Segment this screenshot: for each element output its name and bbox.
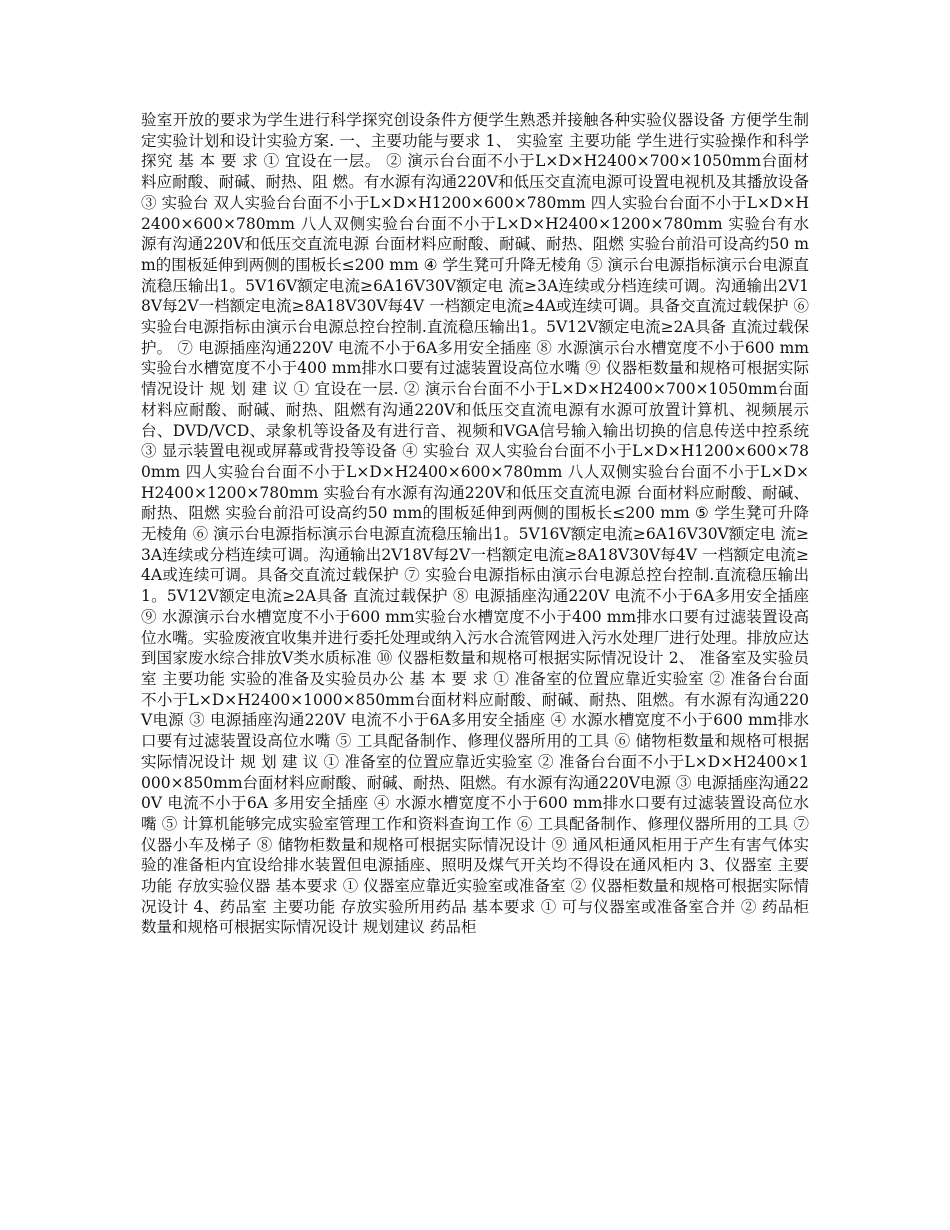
document-body-text: 验室开放的要求为学生进行科学探究创设条件方便学生熟悉并接触各种实验仪器设备 方便学生制定实验计划和设计实验方案. 一、主要功能与要求 1、 实验室 主要功能 学生进行实验操作和科学探究 基 本 要 求 ① 宜设在一层。 ② 演示台台面不小于L×D×H2400×700×1050mm台面材料应耐酸、耐碱、耐热、阻 燃。有水源有沟通220V和低压交直流电源可设置电视机及其播放设备 ③ 实验台 双人实验台台面不小于L×D×H1200×600×780mm 四人实验台台面不小于L×D×H2400×600×780mm 八人双侧实验台台面不小于L×D×H2400×1200×780mm 实验台有水源有沟通220V和低压交直流电源 台面材料应耐酸、耐碱、耐热、阻燃 实验台前沿可设高约50 mm的围板延伸到两侧的围板长≤200 mm ④ 学生凳可升降无棱角 ⑤ 演示台电源指标演示台电源直流稳压输出1。5V16V额定电流≥6A16V30V额定电 流≥3A连续或分档连续可调。沟通输出2V18V每2V一档额定电流≥8A18V30V每4V 一档额定电流≥4A或连续可调。具备交直流过载保护 ⑥ 实验台电源指标由演示台电源总控台控制.直流稳压输出1。5V12V额定电流≥2A具备 直流过载保护。 ⑦ 电源插座沟通220V 电流不小于6A多用安全插座 ⑧ 水源演示台水槽宽度不小于600 mm实验台水槽宽度不小于400 mm排水口要有过滤装置设高位水嘴 ⑨ 仪器柜数量和规格可根据实际情况设计 规 划 建 议 ① 宜设在一层. ② 演示台台面不小于L×D×H2400×700×1050mm台面材料应耐酸、耐碱、耐热、阻燃有沟通220V和低压交直流电源有水源可放置计算机、视频展示台、DVD/VCD、录象机等设备及有进行音、视频和VGA信号输入输出切换的信息传送中控系统 ③ 显示装置电视或屏幕或背投等设备 ④ 实验台 双人实验台台面不小于L×D×H1200×600×780mm 四人实验台台面不小于L×D×H2400×600×780mm 八人双侧实验台台面不小于L×D×H2400×1200×780mm 实验台有水源有沟通220V和低压交直流电源 台面材料应耐酸、耐碱、耐热、阻燃 实验台前沿可设高约50 mm的围板延伸到两侧的围板长≤200 mm ⑤ 学生凳可升降无棱角 ⑥ 演示台电源指标演示台电源直流稳压输出1。5V16V额定电流≥6A16V30V额定电 流≥3A连续或分档连续可调。沟通输出2V18V每2V一档额定电流≥8A18V30V每4V 一档额定电流≥4A或连续可调。具备交直流过载保护 ⑦ 实验台电源指标由演示台电源总控台控制.直流稳压输出1。5V12V额定电流≥2A具备 直流过载保护 ⑧ 电源插座沟通220V 电流不小于6A多用安全插座 ⑨ 水源演示台水槽宽度不小于600 mm实验台水槽宽度不小于400 mm排水口要有过滤装置设高位水嘴。实验废液宜收集并进行委托处理或纳入污水合流管网进入污水处理厂进行处理。排放应达到国家废水综合排放V类水质标准 ⑩ 仪器柜数量和规格可根据实际情况设计 2、 准备室及实验员室 主要功能 实验的准备及实验员办公 基 本 要 求 ① 准备室的位置应靠近实验室 ② 准备台台面不小于L×D×H2400×1000×850mm台面材料应耐酸、耐碱、耐热、阻燃。有水源有沟通220V电源 ③ 电源插座沟通220V 电流不小于6A多用安全插座 ④ 水源水槽宽度不小于600 mm排水口要有过滤装置设高位水嘴 ⑤ 工具配备制作、修理仪器所用的工具 ⑥ 储物柜数量和规格可根据实际情况设计 规 划 建 议 ① 准备室的位置应靠近实验室 ② 准备台台面不小于L×D×H2400×1000×850mm台面材料应耐酸、耐碱、耐热、阻燃。有水源有沟通220V电源 ③ 电源插座沟通220V 电流不小于6A 多用安全插座 ④ 水源水槽宽度不小于600 mm排水口要有过滤装置设高位水嘴 ⑤ 计算机能够完成实验室管理工作和资料查询工作 ⑥ 工具配备制作、修理仪器所用的工具 ⑦ 仪器小车及梯子 ⑧ 储物柜数量和规格可根据实际情况设计 ⑨ 通风柜通风柜用于产生有害气体实验的准备柜内宜设给排水装置但电源插座、照明及煤气开关均不得设在通风柜内 3、仪器室 主要功能 存放实验仪器 基本要求 ① 仪器室应靠近实验室或准备室 ② 仪器柜数量和规格可根据实际情况设计 4、药品室 主要功能 存放实验所用药品 基本要求 ① 可与仪器室或准备室合并 ② 药品柜数量和规格可根据实际情况设计 规划建议 药品柜: [141, 111, 809, 937]
